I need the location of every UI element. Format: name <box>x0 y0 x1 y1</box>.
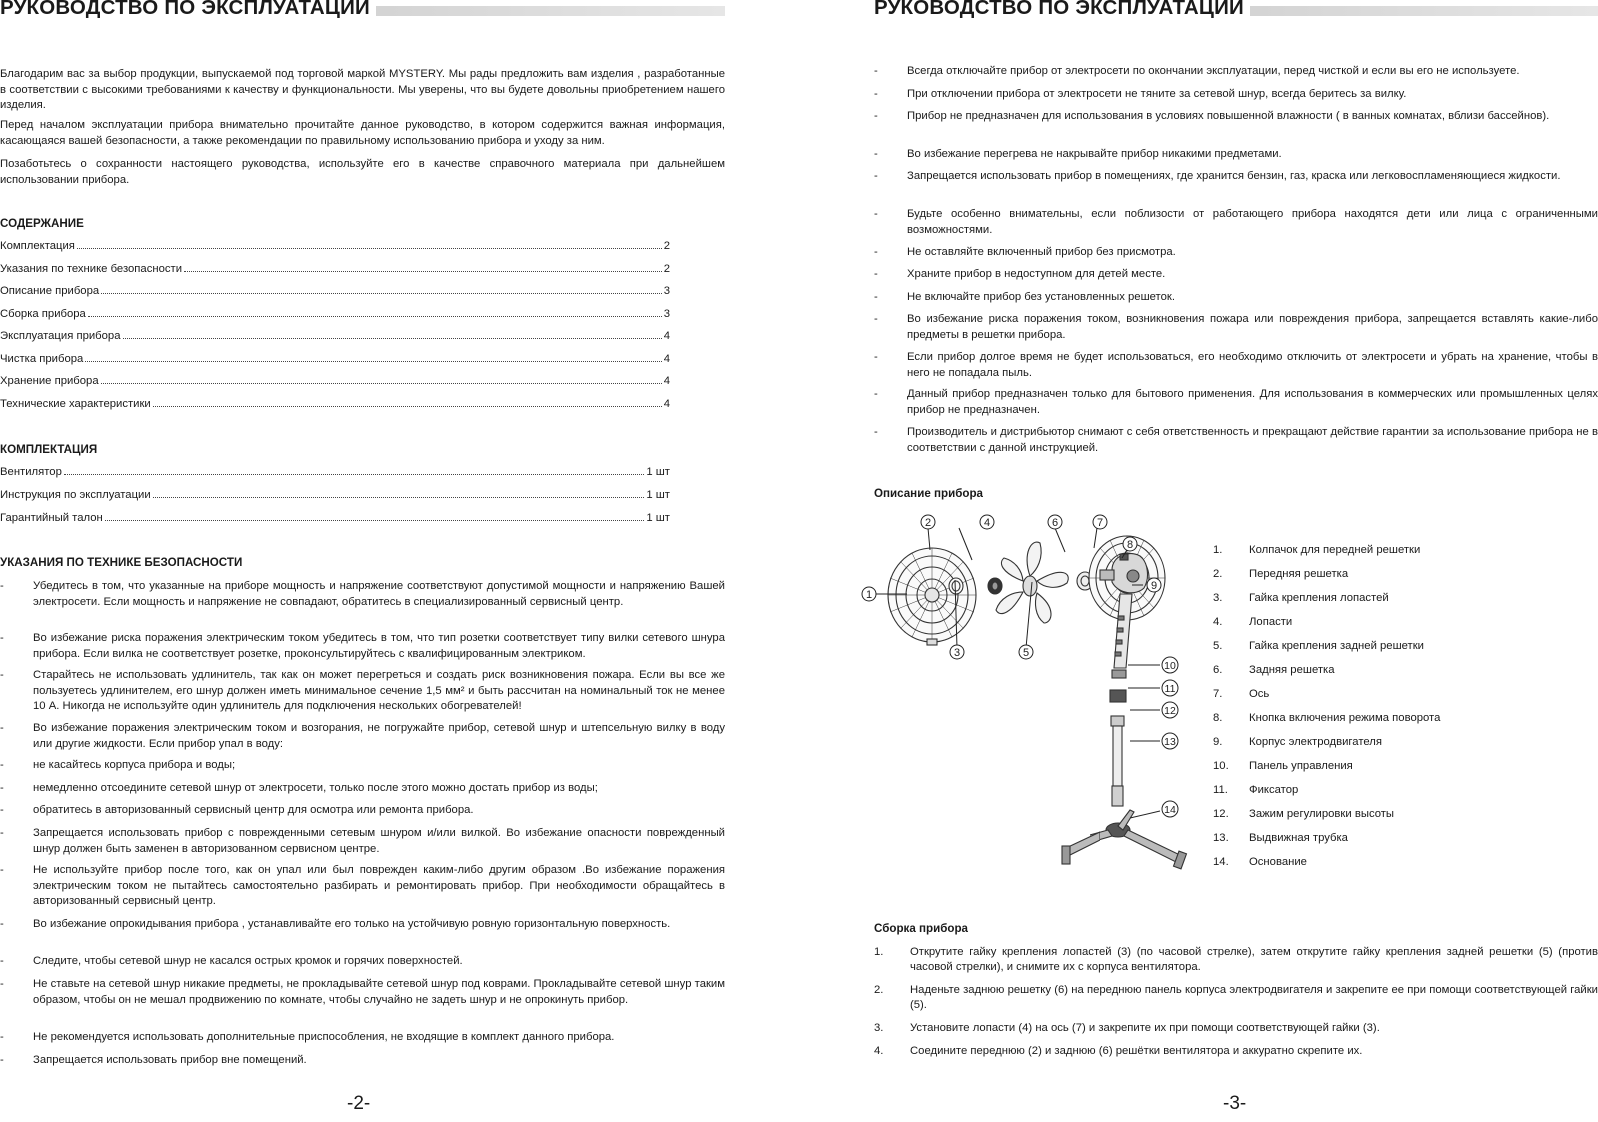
legend-number: 8. <box>1213 712 1223 724</box>
callout-5-label: 5 <box>1022 647 1030 659</box>
bullet-dash: - <box>0 955 4 967</box>
toc-item[interactable] <box>0 262 670 277</box>
callout-7-label: 7 <box>1096 517 1104 529</box>
legend-text: Выдвижная трубка <box>1249 832 1348 844</box>
kit-heading: КОМПЛЕКТАЦИЯ <box>0 443 98 456</box>
legend-number: 9. <box>1213 736 1223 748</box>
kit-item-qty: 1 шт <box>646 489 670 501</box>
safety-item-text: Убедитесь в том, что указанные на приборе мощность и напряжение соответствуют допустимой мощности и напряжению Вашей электросети. Если мощность и напряжение не совпадают, обратитесь в специализированный сервисный центр. <box>33 580 725 608</box>
kit-item <box>0 465 670 480</box>
legend-number: 14. <box>1213 856 1229 868</box>
kit-leader <box>153 496 645 498</box>
toc-leader <box>153 405 662 407</box>
bullet-dash: - <box>0 632 4 644</box>
toc-leader <box>85 360 661 362</box>
safety-item-text: Во избежание риска поражения током, возникновения пожара или повреждения прибора, запрещается вставлять какие-либо предметы в решетки прибора. <box>907 313 1598 341</box>
bullet-dash: - <box>874 170 878 182</box>
step-number: 1. <box>874 946 884 958</box>
toc-item[interactable] <box>0 307 670 322</box>
intro-paragraph: Перед началом эксплуатации прибора внимательно прочитайте данное руководство, в котором содержится важная информация, касающаяся вашей безопасности, а также рекомендации по правильному использованию прибора и уходу за ним. <box>0 119 725 147</box>
step-number: 3. <box>874 1022 884 1034</box>
bullet-dash: - <box>874 88 878 100</box>
safety-item-text: Данный прибор предназначен только для бытового применения. Для использования в коммерческих или промышленных целях прибор не предназначен. <box>907 388 1598 416</box>
kit-item-qty: 1 шт <box>646 466 670 478</box>
bullet-dash: - <box>874 246 878 258</box>
toc-item-page: 4 <box>663 353 670 365</box>
bullet-dash: - <box>0 1031 4 1043</box>
safety-item-text: Если прибор долгое время не будет использоваться, его необходимо отключить от электросети и убрать на хранение, чтобы в него не попадала пыль. <box>907 351 1598 379</box>
toc-item[interactable] <box>0 374 670 389</box>
safety-item-text: не касайтесь корпуса прибора и воды; <box>33 759 236 771</box>
legend-text: Основание <box>1249 856 1307 868</box>
toc-leader <box>184 270 662 272</box>
bullet-dash: - <box>0 827 4 839</box>
callout-2-label: 2 <box>924 517 932 529</box>
safety-item-text: Не рекомендуется использовать дополнительные приспособления, не входящие в комплект данного прибора. <box>33 1031 615 1043</box>
toc-item-label: Хранение прибора <box>0 375 99 387</box>
legend-text: Фиксатор <box>1249 784 1299 796</box>
safety-item-text: Запрещается использовать прибор в помещениях, где хранится бензин, газ, краска или легковоспламеняющиеся жидкости. <box>907 170 1561 182</box>
legend-text: Передняя решетка <box>1249 568 1349 580</box>
bullet-dash: - <box>0 782 4 794</box>
safety-heading: УКАЗАНИЯ ПО ТЕХНИКЕ БЕЗОПАСНОСТИ <box>0 556 243 569</box>
page-header <box>0 0 725 22</box>
toc-item-label: Комплектация <box>0 240 75 252</box>
legend-text: Лопасти <box>1249 616 1293 628</box>
toc-item-label: Эксплуатация прибора <box>0 330 121 342</box>
callout-1-label: 1 <box>865 589 873 601</box>
page-number: -3- <box>1223 1093 1247 1114</box>
callout-9-label: 9 <box>1150 580 1158 592</box>
callout-4-label: 4 <box>983 517 991 529</box>
callout-11-label: 11 <box>1164 683 1176 695</box>
legend-number: 12. <box>1213 808 1229 820</box>
toc-item-page: 3 <box>663 285 670 297</box>
legend-number: 1. <box>1213 544 1223 556</box>
safety-item-text: Не оставляйте включенный прибор без присмотра. <box>907 246 1176 258</box>
legend-text: Зажим регулировки высоты <box>1249 808 1395 820</box>
bullet-dash: - <box>0 669 4 681</box>
toc-heading: СОДЕРЖАНИЕ <box>0 217 84 230</box>
bullet-dash: - <box>0 722 4 734</box>
safety-item-text: Во избежание опрокидывания прибора , устанавливайте его только на устойчивую ровную горизонтальную поверхность. <box>33 918 671 930</box>
step-text: Соедините переднюю (2) и заднюю (6) решётки вентилятора и аккуратно скрепите их. <box>910 1045 1363 1057</box>
legend-number: 7. <box>1213 688 1223 700</box>
safety-item-text: Запрещается использовать прибор с поврежденными сетевым шнуром и/или вилкой. Во избежание опасности поврежденный шнур должен быть заменен в авторизованном сервисном центре. <box>33 827 725 855</box>
callout-12-label: 12 <box>1164 705 1176 717</box>
bullet-dash: - <box>0 580 4 592</box>
legend-text: Корпус электродвигателя <box>1249 736 1382 748</box>
safety-item-text: Храните прибор в недоступном для детей месте. <box>907 268 1166 280</box>
intro-paragraph: Благодарим вас за выбор продукции, выпускаемой под торговой маркой MYSTERY. Мы рады предложить вам изделия , разработанные в соответствии с высокими требованиями к качеству и функциональности. Мы уверены, что вы будете довольны приобретением нашего изделия. <box>0 68 725 111</box>
safety-item-text: Производитель и дистрибьютор снимают с себя ответственность и прекращают действие гарантии за использование прибора не в соответствии с данной инструкцией. <box>907 426 1598 454</box>
step-number: 2. <box>874 984 884 996</box>
kit-item-qty: 1 шт <box>646 512 670 524</box>
safety-item-text: немедленно отсоедините сетевой шнур от электросети, только после этого можно достать прибор из воды; <box>33 782 598 794</box>
bullet-dash: - <box>874 65 878 77</box>
legend-text: Колпачок для передней решетки <box>1249 544 1421 556</box>
legend-number: 4. <box>1213 616 1223 628</box>
legend-number: 3. <box>1213 592 1223 604</box>
legend-number: 6. <box>1213 664 1223 676</box>
bullet-dash: - <box>874 313 878 325</box>
bullet-dash: - <box>874 388 878 400</box>
legend-number: 13. <box>1213 832 1229 844</box>
toc-item-page: 4 <box>663 375 670 387</box>
toc-item[interactable] <box>0 284 670 299</box>
safety-item-text: Следите, чтобы сетевой шнур не касался острых кромок и горячих поверхностей. <box>33 955 463 967</box>
toc-item[interactable] <box>0 329 670 344</box>
bullet-dash: - <box>0 1054 4 1066</box>
step-text: Наденьте заднюю решетку (6) на переднюю панель корпуса электродвигателя и закрепите ее при помощи соответствующей гайки (5). <box>910 984 1598 1011</box>
legend-text: Панель управления <box>1249 760 1353 772</box>
safety-item-text: Старайтесь не использовать удлинитель, так как он может перегреться и создать риск возникновения пожара. Если вы все же пользуетесь удлинителем, его шнур должен иметь минимальное сечение 1,5 мм² и быть рассчитан на номинальный ток не менее 10 А. Никогда не используйте один удлинитель для подключения нескольких обогревателей! <box>33 669 725 712</box>
safety-item-text: Во избежание поражения электрическим током и возгорания, не погружайте прибор, сетевой шнур и штепсельную вилку в воду или другие жидкости. Если прибор упал в воду: <box>33 722 725 750</box>
kit-item-label: Гарантийный талон <box>0 512 103 524</box>
toc-leader <box>77 247 662 249</box>
step-text: Установите лопасти (4) на ось (7) и закрепите их при помощи соответствующей гайки (3). <box>910 1022 1380 1034</box>
safety-item-text: Будьте особенно внимательны, если поблизости от работающего прибора находятся дети или лица с ограниченными возможностями. <box>907 208 1598 236</box>
legend-text: Гайка крепления задней решетки <box>1249 640 1424 652</box>
legend-text: Ось <box>1249 688 1270 700</box>
safety-item-text: Не используйте прибор после того, как он упал или был поврежден каким-либо другим образом .Во избежание поражения электрическим током не пытайтесь самостоятельно разбирать и ремонтировать прибор. При необходимости обращайтесь в авторизованный сервисный центр. <box>33 864 725 907</box>
toc-item[interactable] <box>0 239 670 254</box>
toc-leader <box>101 382 662 384</box>
legend-text: Кнопка включения режима поворота <box>1249 712 1441 724</box>
bullet-dash: - <box>874 110 878 122</box>
kit-item <box>0 511 670 526</box>
bullet-dash: - <box>874 148 878 160</box>
legend-number: 10. <box>1213 760 1229 772</box>
bullet-dash: - <box>0 804 4 816</box>
page-left <box>0 0 725 1122</box>
safety-item-text: При отключении прибора от электросети не тяните за сетевой шнур, всегда беритесь за вилку. <box>907 88 1407 100</box>
toc-leader <box>88 315 662 317</box>
intro-paragraph: Позаботьтесь о сохранности настоящего руководства, используйте его в качестве справочного материала при дальнейшем использовании прибора. <box>0 158 725 186</box>
callout-8-label: 8 <box>1126 539 1134 551</box>
toc-item-label: Указания по технике безопасности <box>0 263 183 275</box>
toc-leader <box>101 292 662 294</box>
toc-item-page: 2 <box>663 263 670 275</box>
kit-leader <box>105 519 645 521</box>
kit-item-label: Вентилятор <box>0 466 62 478</box>
bullet-dash: - <box>874 291 878 303</box>
page-header <box>874 0 1598 22</box>
bullet-dash: - <box>874 268 878 280</box>
safety-item-text: Прибор не предназначен для использования в условиях повышенной влажности ( в ванных комнатах, вблизи бассейнов). <box>907 110 1550 122</box>
callout-6-label: 6 <box>1051 517 1059 529</box>
legend-number: 11. <box>1213 784 1228 796</box>
bullet-dash: - <box>0 978 4 990</box>
legend-number: 5. <box>1213 640 1223 652</box>
page-number: -2- <box>347 1093 371 1114</box>
safety-item-text: Во избежание риска поражения электрическим током убедитесь в том, что тип розетки соответствует типу вилки сетевого шнура прибора. Если вилка не соответствует розетке, проконсультируйтесь с квалифицированным электриком. <box>33 632 725 660</box>
safety-item-text: Не ставьте на сетевой шнур никакие предметы, не прокладывайте сетевой шнур под коврами. Прокладывайте сетевой шнур таким образом, чтобы он не мешал продвижению по комнате, чтобы случайно не задеть шнур и не опрокинуть прибор. <box>33 978 725 1006</box>
callout-10-label: 10 <box>1164 660 1176 672</box>
bullet-dash: - <box>874 426 878 438</box>
callout-14-label: 14 <box>1164 804 1176 816</box>
legend-number: 2. <box>1213 568 1223 580</box>
toc-leader <box>123 337 662 339</box>
kit-leader <box>64 473 644 475</box>
kit-item-label: Инструкция по эксплуатации <box>0 489 151 501</box>
toc-item-page: 2 <box>663 240 670 252</box>
step-number: 4. <box>874 1045 884 1057</box>
toc-item-page: 4 <box>663 330 670 342</box>
bullet-dash: - <box>874 351 878 363</box>
kit-item <box>0 488 670 503</box>
bullet-dash: - <box>0 918 4 930</box>
toc-item-label: Технические характеристики <box>0 398 151 410</box>
toc-item-label: Чистка прибора <box>0 353 84 365</box>
bullet-dash: - <box>0 864 4 876</box>
safety-item-text: Запрещается использовать прибор вне помещений. <box>33 1054 307 1066</box>
step-text: Открутите гайку крепления лопастей (3) (по часовой стрелке), затем открутите гайку крепления задней решетки (5) (против часовой стрелки), и снимите их с корпуса вентилятора. <box>910 946 1598 973</box>
header-title: РУКОВОДСТВО ПО ЭКСПЛУАТАЦИИ <box>874 0 1250 20</box>
toc-item-page: 4 <box>663 398 670 410</box>
diagram-callouts-lower <box>1118 648 1188 838</box>
legend-text: Гайка крепления лопастей <box>1249 592 1389 604</box>
toc-item-page: 3 <box>663 308 670 320</box>
toc-item[interactable] <box>0 397 670 412</box>
toc-item-label: Сборка прибора <box>0 308 86 320</box>
toc-item-label: Описание прибора <box>0 285 100 297</box>
safety-item-text: Во избежание перегрева не накрывайте прибор никакими предметами. <box>907 148 1282 160</box>
bullet-dash: - <box>874 208 878 220</box>
description-heading: Описание прибора <box>874 487 983 500</box>
assembly-heading: Сборка прибора <box>874 922 969 935</box>
legend-text: Задняя решетка <box>1249 664 1335 676</box>
bullet-dash: - <box>0 759 4 771</box>
callout-13-label: 13 <box>1164 736 1176 748</box>
safety-item-text: обратитесь в авторизованный сервисный центр для осмотра или ремонта прибора. <box>33 804 474 816</box>
toc-item[interactable] <box>0 352 670 367</box>
safety-item-text: Всегда отключайте прибор от электросети по окончании эксплуатации, перед чисткой и если вы его не используете. <box>907 65 1520 77</box>
callout-3-label: 3 <box>953 647 961 659</box>
safety-item-text: Не включайте прибор без установленных решеток. <box>907 291 1175 303</box>
header-title: РУКОВОДСТВО ПО ЭКСПЛУАТАЦИИ <box>0 0 376 20</box>
